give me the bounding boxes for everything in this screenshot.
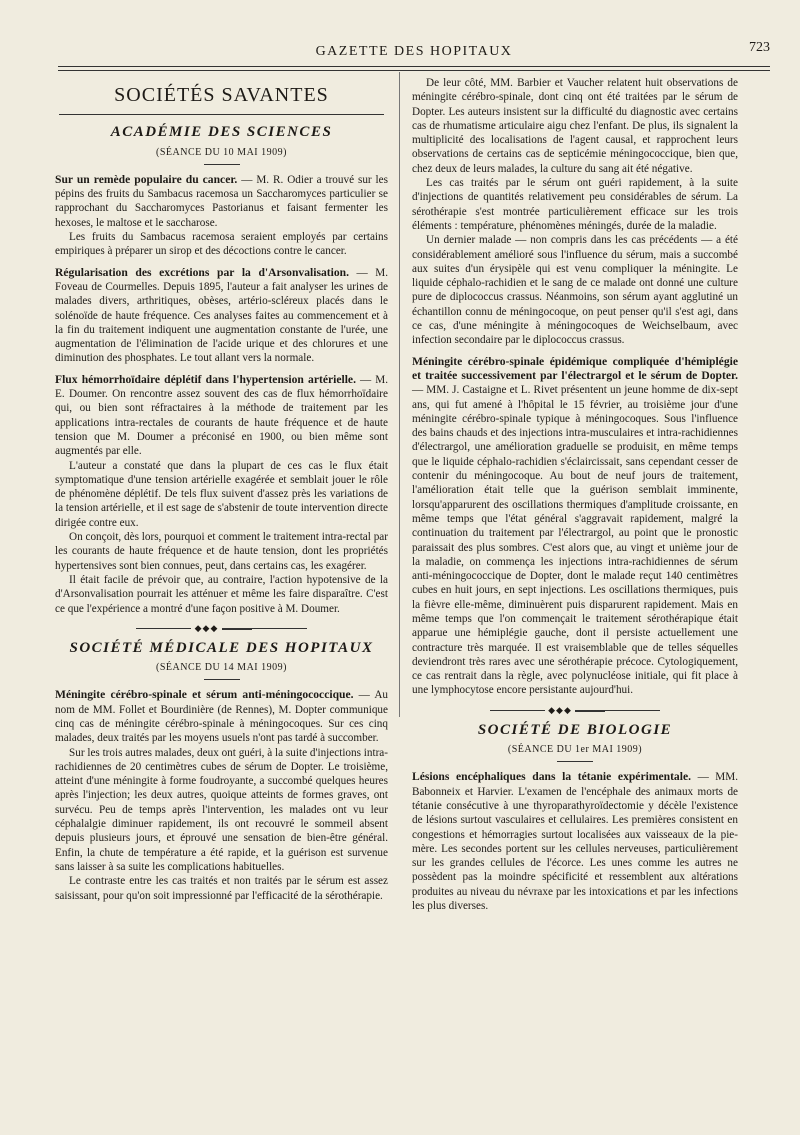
page-number: 723: [749, 40, 770, 55]
paper-foveau: [55, 266, 388, 366]
paper-author: — M. R. Odier: [241, 173, 313, 186]
paper-author: — Au nom de MM. Follet et Bourdinière (de Rennes),: [55, 689, 388, 716]
paper-body: M. Dopter communique cinq cas de méningite cérébro-spinale à méningocoques. Sur ces cinq malades, deux traités par les moyens usuels n'ont pas tardé à succomber.: [55, 703, 388, 745]
section-title: SOCIÉTÉS SAVANTES: [114, 84, 329, 106]
page-header: [58, 40, 770, 64]
paper-body: a trouvé sur les pépins des fruits du Sambacus racemosa un Saccharomyces particulier se rapprochant du Saccharomyces Pastorianus et faisant fermenter les hexoses, le maltose et le saccharose.: [55, 173, 388, 229]
paragraph: De leur côté, MM. Barbier et Vaucher relatent huit observations de méningite cérébro-spinale, dont cinq ont été traitées par le sérum de Dopter. Les auteurs insistent sur la difficulté du diagnostic avec certains cas de rhumatisme articulaire aigu chez l'enfant. De plus, ils signalent la multiplicité des localisations de l'agent causal, et rapprochent leurs observations de certains cas de septicémie méningococcique, bien que, chez deux de leurs malades, la culture du sang ait été négative.: [412, 77, 738, 175]
paper-title: Lésions encéphaliques dans la tétanie expérimentale.: [412, 770, 691, 784]
paper-title: Méningite cérébro-spinale et sérum anti-méningococcique.: [55, 688, 354, 702]
medicale-session: (SÉANCE DU 14 MAI 1909): [156, 662, 287, 674]
ornament-divider: ◆◆◆: [55, 624, 388, 633]
paper-title: Sur un remède populaire du cancer.: [55, 172, 238, 186]
ornament-divider: ◆◆◆: [412, 706, 738, 715]
paper-title: Méningite cérébro-spinale épidémique compliquée d'hémiplégie et traitée successivement par l'électrargol et le sérum de Dopter.: [412, 354, 738, 382]
paper-body: On rencontre assez souvent des cas de flux hémorrhoïdaire qui, ou bien sont réfractaires à la méthode de traitement par les applications intra-rectales de courants de haute fréquence et de haute tension que M. Doumer a préconisé en 1900, ou bien même sont augmentés par elle.: [55, 388, 388, 458]
paragraph: Il était facile de prévoir que, au contraire, l'action hypotensive de la d'Arsonvalisation pourrait les atténuer et même les faire disparaître. C'est ce que l'expérience a montré d'une façon positive à M. Doumer.: [55, 573, 388, 615]
paragraph: Les fruits du Sambacus racemosa seraient employés par certains empiriques à préparer un sirop et des décoctions contre le cancer.: [55, 231, 388, 258]
academie-title: ACADÉMIE DES SCIENCES: [110, 124, 333, 141]
paper-doumer: [55, 373, 388, 459]
paper-title: Régularisation des excrétions par la d'Arsonvalisation.: [55, 265, 349, 279]
column-divider: [399, 72, 400, 717]
paper-title: Flux hémorrhoïdaire déplétif dans l'hypertension artérielle.: [55, 372, 356, 386]
header-rule: [58, 66, 770, 67]
biologie-title: SOCIÉTÉ DE BIOLOGIE: [477, 721, 673, 738]
short-rule: [204, 679, 240, 680]
paper-author: — M. Foveau de Courmelles.: [55, 266, 388, 293]
right-column: [412, 76, 738, 913]
medicale-title: SOCIÉTÉ MÉDICALE DES HOPITAUX: [69, 639, 374, 656]
paragraph: Les cas traités par le sérum ont guéri rapidement, à la suite d'injections de quantités relativement peu considérables de sérum. La sérothérapie s'est montrée particulièrement efficace sur les trois éléments : température, phénomènes méningés, durée de la maladie.: [412, 177, 738, 232]
paper-author: — M. E. Doumer.: [55, 373, 389, 401]
short-rule: [557, 761, 593, 762]
left-column: [55, 78, 388, 903]
biologie-session: (SÉANCE DU 1er MAI 1909): [507, 744, 643, 756]
paper-body: L'examen de l'encéphale des animaux morts de tétanie consécutive à une thyroparathyroïdectomie y décèle l'existence de lésions surtout vasculaires et cellulaires. Les premières consistent en congestions et hémorragies surtout localisées aux vaisseaux de la pie-mère. Les secondes portent sur les cellules nerveuses, particulièrement sur les grandes cellules de l'écorce. Les unes comme les autres ne possèdent pas la moindre spécificité et ressemblent aux altérations produites au niveau du névraxe par les intoxications et par les infections les plus diverses.: [412, 785, 738, 913]
paper-body: Depuis 1895, l'auteur a fait analyser les urines de malades divers, arthritiques, obèses, artério-scléreux placés dans le solénoïde de haute fréquence. Ces analyses faites au commencement et à la fin du traitement indiquent une augmentation constante de l'urée, une augmentation de l'élimination de l'acide urique et des chlorures et une diminution des phosphates. Le tout allant vers la normale.: [55, 280, 388, 365]
paragraph: L'auteur a constaté que dans la plupart de ces cas le flux était symptomatique d'une tension artérielle exagérée et semblait jouer le rôle de phénomène déplétif. De tels flux suivent d'assez près les variations de la tension artérielle, et il est sage de s'abstenir de toute intervention directe dirigée contre eux.: [55, 459, 388, 529]
paper-author: — MM. Babonneix et Harvier.: [412, 771, 738, 798]
section-rule: [59, 114, 384, 115]
paper-body: présentent un jeune homme de dix-sept ans, qui fut amené à l'hôpital le 15 février, au troisième jour d'une méningite cérébro-spinale typique à méningocoques. Sous l'influence des bains chauds et des injections intra-musculaires et intra-rachidiennes d'électrargol, une amélioration graduelle se produisit, en même temps que le liquide céphalo-rachidien s'éclaircissait, sans cependant cesser de contenir du méningocoque. Au bout de neuf jours de traitement, l'amélioration était telle que la guérison semblait imminente, lorsqu'apparurent des oscillations thermiques d'amplitude croissante, en même temps que l'état général s'aggravait rapidement, malgré la continuation du traitement par l'électrargol, au point que le pronostic paraissait des plus sombres. C'est alors que, au vingt et unième jour de la maladie, on commença les injections intra-rachidiennes de sérum anti-méningococcique de Dopter, dont le malade reçut 140 centimètres cubes en huit jours, en sept injections. Les oscillations thermiques, puis la fièvre elle-même, diminuèrent puis disparurent rapidement. Mais en même temps que l'on commençait le traitement sérothérapique était apparue une hémiplégie gauche, dont il persiste actuellement une contracture très marquée. Il est vraisemblable que de telles séquelles deviendront très rares avec une sérothérapie précoce. Cytologiquement, ce cas rentrait dans la règle, avec polynucléose initiale, qui fit place à une lymphocytose encore persistante aujourd'hui.: [412, 384, 739, 697]
paragraph: Un dernier malade — non compris dans les cas précédents — a été considérablement amélioré sous l'influence du sérum, mais a succombé aux suites d'un érysipèle qui est venu compliquer la méningite. Le liquide céphalo-rachidien et le sang de ce malade ont donné une culture pure de diplococcus crassus. Néanmoins, son sérum ayant agglutiné un échantillon connu de méningocoque, on peut penser qu'il s'est agi, dans ce cas, d'une méningite à méningocoques de Weichselbaum, avec infection secondaire par le diplococcus crassus.: [412, 234, 738, 347]
academie-session: (SÉANCE DU 10 MAI 1909): [156, 146, 287, 158]
short-rule: [204, 164, 240, 165]
paragraph: Sur les trois autres malades, deux ont guéri, à la suite d'injections intra-rachidiennes de 20 centimètres cubes de sérum de Dopter. Le troisième, atteint d'une méningite à forme foudroyante, a succombé quelques heures après l'injection; les deux autres, quoique atteints de formes graves, ont survécu. Peu de temps après l'intervention, les malades ont vu leur céphalalgie diminuer rapidement, ils ont recouvré le sommeil absent depuis plusieurs jours, et éprouvé une sensation de bien-être général. Enfin, la chute de température a été rapide, et la guérison est survenue sans laisser à sa suite les complications habituelles.: [55, 746, 388, 873]
header-rule: [58, 70, 770, 71]
paper-author: — MM. J. Castaigne et L. Rivet: [412, 384, 558, 397]
paper-odier: [55, 173, 388, 230]
paper-castaigne: [412, 355, 738, 698]
paper-babonneix: [412, 770, 738, 913]
paper-dopter: [55, 688, 388, 745]
running-title: GAZETTE DES HOPITAUX: [315, 44, 513, 59]
paragraph: On conçoit, dès lors, pourquoi et comment le traitement intra-rectal par les courants de haute fréquence et de haute tension, dont les propriétés hypertensives sont bien connues, peut, dans certains cas, les exagérer.: [55, 531, 388, 572]
paragraph: Le contraste entre les cas traités et non traités par le sérum est assez saisissant, pour qu'on soit impressionné par l'efficacité de la sérothérapie.: [55, 875, 388, 902]
